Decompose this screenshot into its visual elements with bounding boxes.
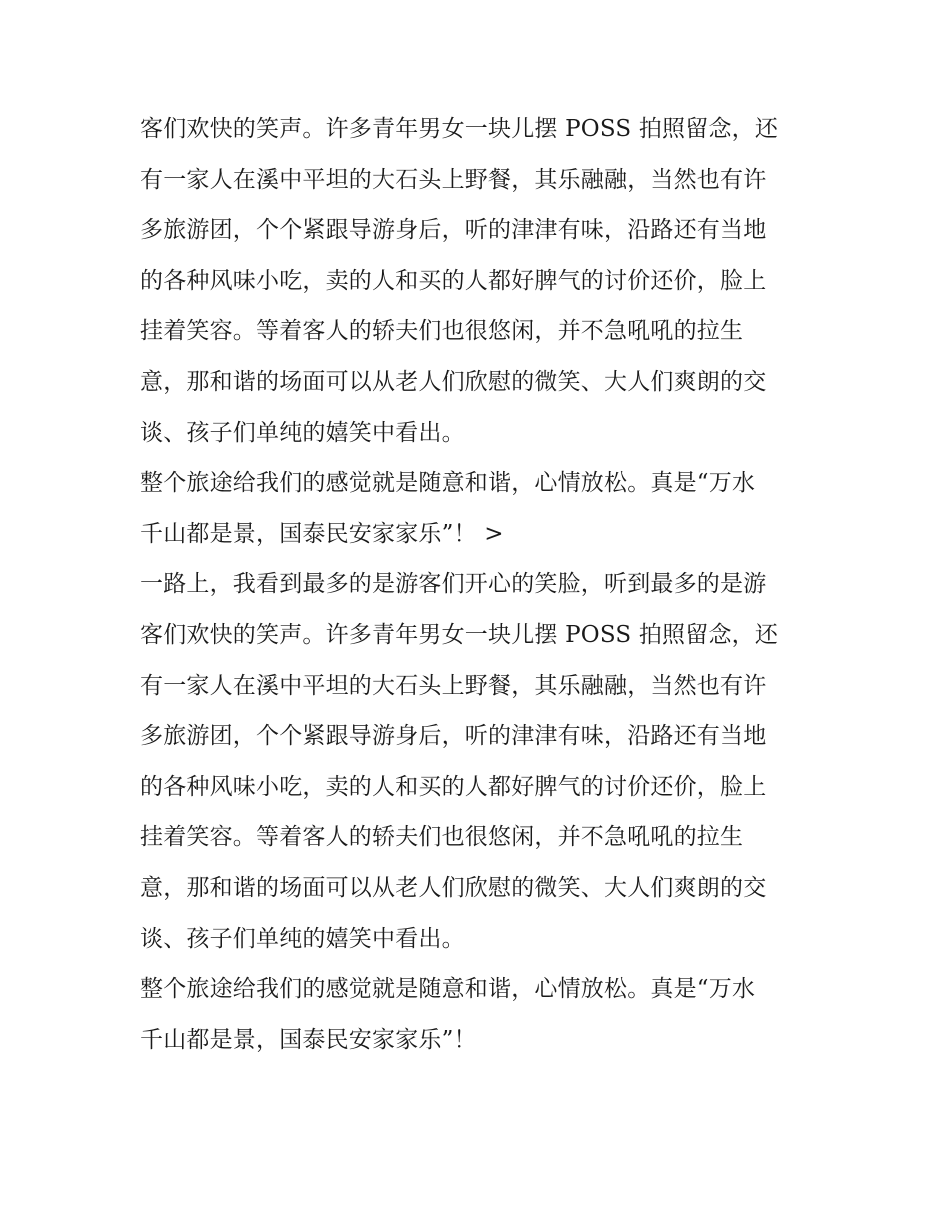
text-line: 整个旅途给我们的感觉就是随意和谐，心情放松。真是“万水 <box>140 976 756 1003</box>
text-line: 的各种风味小吃，卖的人和买的人都好脾气的讨价还价，脸上 <box>140 267 767 294</box>
text-line: 千山都是景，国泰民安家家乐”！ <box>140 1026 477 1053</box>
text-line: 千山都是景，国泰民安家家乐”！ > <box>140 520 504 547</box>
text-line: 有一家人在溪中平坦的大石头上野餐，其乐融融，当然也有许 <box>140 672 767 699</box>
text-line: 意，那和谐的场面可以从老人们欣慰的微笑、大人们爽朗的交 <box>140 874 767 901</box>
text-line: 多旅游团，个个紧跟导游身后，听的津津有味，沿路还有当地 <box>140 723 767 750</box>
text-line: 有一家人在溪中平坦的大石头上野餐，其乐融融，当然也有许 <box>140 166 767 193</box>
text-line: 整个旅途给我们的感觉就是随意和谐，心情放松。真是“万水 <box>140 470 756 497</box>
text-line: 的各种风味小吃，卖的人和买的人都好脾气的讨价还价，脸上 <box>140 773 767 800</box>
text-line: 客们欢快的笑声。许多青年男女一块儿摆 POSS 拍照留念，还 <box>140 621 779 648</box>
document-body <box>140 104 820 1065</box>
text-line: 挂着笑容。等着客人的轿夫们也很悠闲，并不急吼吼的拉生 <box>140 318 744 345</box>
text-line: 意，那和谐的场面可以从老人们欣慰的微笑、大人们爽朗的交 <box>140 368 767 395</box>
text-line: 谈、孩子们单纯的嬉笑中看出。 <box>140 925 465 952</box>
text-line: 挂着笑容。等着客人的轿夫们也很悠闲，并不急吼吼的拉生 <box>140 824 744 851</box>
text-line: 一路上，我看到最多的是游客们开心的笑脸，听到最多的是游 <box>140 571 767 598</box>
text-line: 谈、孩子们单纯的嬉笑中看出。 <box>140 419 465 446</box>
text-line: 客们欢快的笑声。许多青年男女一块儿摆 POSS 拍照留念，还 <box>140 116 779 142</box>
text-line: 多旅游团，个个紧跟导游身后，听的津津有味，沿路还有当地 <box>140 217 767 244</box>
